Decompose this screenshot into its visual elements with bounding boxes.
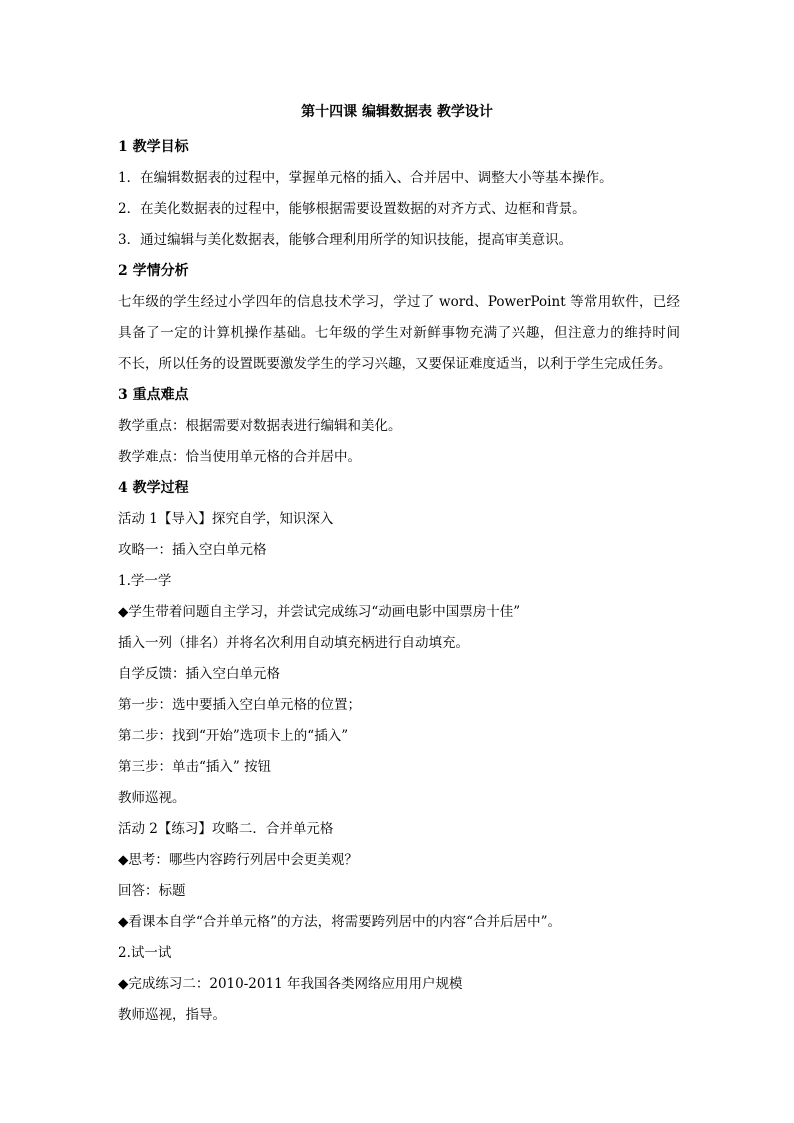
process-line: 第二步：找到“开始”选项卡上的“插入” [118, 728, 349, 744]
process-line: 插入一列（排名）并将名次利用自动填充柄进行自动填充。 [118, 635, 469, 651]
difficulty-text: 教学难点：恰当使用单元格的合并居中。 [118, 449, 361, 465]
process-line: 攻略一：插入空白单元格 [118, 542, 267, 558]
key-point-text: 教学重点：根据需要对数据表进行编辑和美化。 [118, 418, 402, 434]
analysis-paragraph-line: 七年级的学生经过小学四年的信息技术学习，学过了 word、PowerPoint 等常用软件，已经 [118, 294, 680, 310]
section-heading-objectives: 1 教学目标 [118, 139, 189, 155]
process-line: ◆学生带着问题自主学习，并尝试完成练习“动画电影中国票房十佳” [118, 604, 521, 620]
process-line: 自学反馈：插入空白单元格 [118, 666, 280, 682]
process-line: ◆思考：哪些内容跨行列居中会更美观？ [118, 852, 358, 868]
analysis-paragraph-line: 具备了一定的计算机操作基础。七年级的学生对新鲜事物充满了兴趣，但注意力的维持时间 [118, 325, 680, 341]
process-line: ◆看课本自学“合并单元格”的方法，将需要跨列居中的内容“合并后居中”。 [118, 914, 561, 930]
process-line: 教师巡视。 [118, 790, 186, 806]
analysis-paragraph-line: 不长，所以任务的设置既要激发学生的学习兴趣，又要保证难度适当，以利于学生完成任务。 [118, 356, 672, 372]
process-line: 第三步：单击“插入” 按钮 [118, 759, 272, 775]
process-line: 第一步：选中要插入空白单元格的位置； [118, 697, 361, 713]
process-line: ◆完成练习二：2010-2011 年我国各类网络应用用户规模 [118, 976, 463, 992]
process-line: 1.学一学 [118, 573, 172, 589]
objective-item: 2．在美化数据表的过程中，能够根据需要设置数据的对齐方式、边框和背景。 [118, 201, 586, 217]
process-line: 回答：标题 [118, 883, 186, 899]
objective-item: 3．通过编辑与美化数据表，能够合理利用所学的知识技能，提高审美意识。 [118, 232, 573, 248]
process-line: 活动 1【导入】探究自学，知识深入 [118, 511, 334, 527]
document-body [118, 132, 680, 1031]
process-line: 教师巡视，指导。 [118, 1007, 226, 1023]
section-heading-process: 4 教学过程 [118, 480, 189, 496]
objective-item: 1．在编辑数据表的过程中，掌握单元格的插入、合并居中、调整大小等基本操作。 [118, 170, 613, 186]
section-heading-analysis: 2 学情分析 [118, 263, 189, 279]
section-heading-key-points: 3 重点难点 [118, 387, 189, 403]
page-title: 第十四课 编辑数据表 教学设计 [301, 104, 493, 120]
process-line: 活动 2【练习】攻略二．合并单元格 [118, 821, 334, 837]
process-line: 2.试一试 [118, 945, 172, 961]
